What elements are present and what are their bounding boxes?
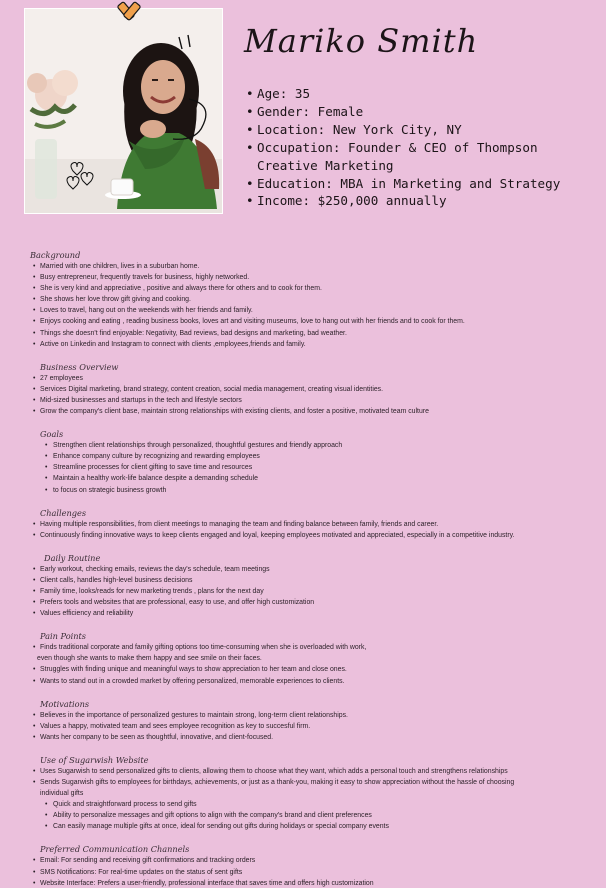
list-item: • Having multiple responsibilities, from client meetings to managing the team and finding balance between family, friends and career. bbox=[30, 519, 590, 530]
list-item-continued: even though she wants to make them happy and see smile on their faces. bbox=[37, 655, 262, 663]
persona-details bbox=[30, 250, 590, 888]
list-item: • Values a happy, motivated team and sees employee recognition as key to succesful firm. bbox=[30, 721, 590, 732]
list-item: • Ability to personalize messages and gift options to align with the company's brand and client preferences bbox=[30, 810, 590, 821]
list-item: • Grow the company's client base, maintain strong relationships with existing clients, and foster a positive, motivated team culture bbox=[30, 406, 590, 417]
section-title: Background bbox=[30, 250, 81, 260]
section-title: Daily Routine bbox=[44, 552, 101, 563]
list-item: • Uses Sugarwish to send personalized gifts to clients, allowing them to choose what they want, which adds a personal touch and strengthens relationships bbox=[30, 766, 590, 777]
section-pain-points bbox=[30, 631, 590, 642]
list-item: • Values efficiency and reliability bbox=[30, 608, 590, 619]
list-item: • Believes in the importance of personalized gestures to maintain strong, long-term client relationships. bbox=[30, 710, 590, 721]
profile-photo bbox=[24, 8, 223, 214]
fact-location: • Location: New York City, NY bbox=[246, 121, 586, 139]
section-title: Business Overview bbox=[40, 361, 119, 372]
list-item: • Quick and straightforward process to send gifts bbox=[30, 799, 590, 810]
fact-education: • Education: MBA in Marketing and Strategy bbox=[246, 175, 586, 193]
list-item: • Services Digital marketing, brand strategy, content creation, social media management, creating visual identities. bbox=[30, 384, 590, 395]
list-item: • Strengthen client relationships through personalized, thoughtful gestures and friendly approach bbox=[30, 440, 590, 451]
list-item: • Website Interface: Prefers a user-friendly, professional interface that saves time and offers high customization bbox=[30, 878, 590, 888]
fact-income: • Income: $250,000 annually bbox=[246, 192, 586, 210]
list-item: • Streamline processes for client gifting to save time and resources bbox=[30, 462, 590, 473]
list-item: • to focus on strategic business growth bbox=[30, 485, 590, 496]
list-item: • Enjoys cooking and eating , reading business books, loves art and visiting museums, love to hang out with her friends and to cook for them. bbox=[30, 316, 590, 327]
list-item: • Maintain a healthy work-life balance despite a demanding schedule bbox=[30, 473, 590, 484]
section-daily-routine bbox=[30, 553, 590, 564]
persona-name: Mariko Smith bbox=[244, 22, 479, 60]
list-item: • Things she doesn't find enjoyable: Negativity, Bad reviews, bad designs and marketing, bad weather. bbox=[30, 328, 590, 339]
list-item: • Client calls, handles high-level business decisions bbox=[30, 575, 590, 586]
section-motivations bbox=[30, 699, 590, 710]
section-challenges bbox=[30, 508, 590, 519]
list-item: • Continuously finding innovative ways to keep clients engaged and loyal, keeping employees motivated and appreciated, especially in a competitive industry. bbox=[30, 530, 590, 541]
list-item: • Married with one children, lives in a suburban home. bbox=[30, 261, 590, 272]
list-item: • 27 employees bbox=[30, 373, 590, 384]
list-item: • Loves to travel, hang out on the weekends with her friends and family. bbox=[30, 305, 590, 316]
fact-age: • Age: 35 bbox=[246, 85, 586, 103]
list-item: • She is very kind and appreciative , positive and always there for others and to cook for them. bbox=[30, 283, 590, 294]
list-item: • Sends Sugarwish gifts to employees for birthdays, achievements, or just as a thank-you, making it easy to show appreciation without the hassle of choosing bbox=[30, 777, 590, 788]
section-title: Goals bbox=[40, 429, 64, 440]
fact-occupation: • Occupation: Founder & CEO of Thompson Creative Marketing bbox=[246, 139, 586, 175]
list-item: • Wants her company to be seen as thoughtful, innovative, and client-focused. bbox=[30, 732, 590, 743]
list-item: • Wants to stand out in a crowded market by offering personalized, memorable experiences to clients. bbox=[30, 676, 590, 687]
list-item: • Can easily manage multiple gifts at once, ideal for sending out gifts during holidays or special company events bbox=[30, 821, 590, 832]
list-item-continued: individual gifts bbox=[40, 790, 84, 798]
section-title: Challenges bbox=[40, 507, 87, 518]
list-item: • Prefers tools and websites that are professional, easy to use, and offer high customization bbox=[30, 597, 590, 608]
section-business-overview bbox=[30, 362, 590, 373]
list-item: • She shows her love throw gift giving and cooking. bbox=[30, 294, 590, 305]
section-title: Preferred Communication Channels bbox=[40, 844, 190, 855]
list-item: • Finds traditional corporate and family gifting options too time-consuming when she is overloaded with work, bbox=[30, 642, 590, 653]
section-title: Motivations bbox=[40, 698, 90, 709]
section-sugarwish-usage bbox=[30, 755, 590, 766]
persona-facts bbox=[246, 85, 586, 210]
list-item: • Enhance company culture by recognizing and rewarding employees bbox=[30, 451, 590, 462]
list-item: • Struggles with finding unique and meaningful ways to show appreciation to her team and close ones. bbox=[30, 664, 590, 675]
list-item: • Email: For sending and receiving gift confirmations and tracking orders bbox=[30, 855, 590, 866]
list-item: • SMS Notifications: For real-time updates on the status of sent gifts bbox=[30, 867, 590, 878]
fact-gender: • Gender: Female bbox=[246, 103, 586, 121]
list-item: • Mid-sized businesses and startups in the tech and lifestyle sectors bbox=[30, 395, 590, 406]
pushpin-icon bbox=[116, 0, 144, 24]
section-communication-channels bbox=[30, 844, 590, 855]
list-item: • Busy entrepreneur, frequently travels for business, highly networked. bbox=[30, 272, 590, 283]
section-goals bbox=[30, 429, 590, 440]
list-item: • Family time, looks/reads for new marketing trends , plans for the next day bbox=[30, 586, 590, 597]
section-title: Pain Points bbox=[40, 631, 87, 642]
list-item: • Active on Linkedin and Instagram to connect with clients ,employees,friends and family. bbox=[30, 339, 590, 350]
list-item: • Early workout, checking emails, reviews the day's schedule, team meetings bbox=[30, 564, 590, 575]
section-background bbox=[30, 250, 590, 350]
section-title: Use of Sugarwish Website bbox=[40, 754, 149, 765]
profile-illustration bbox=[25, 9, 223, 214]
